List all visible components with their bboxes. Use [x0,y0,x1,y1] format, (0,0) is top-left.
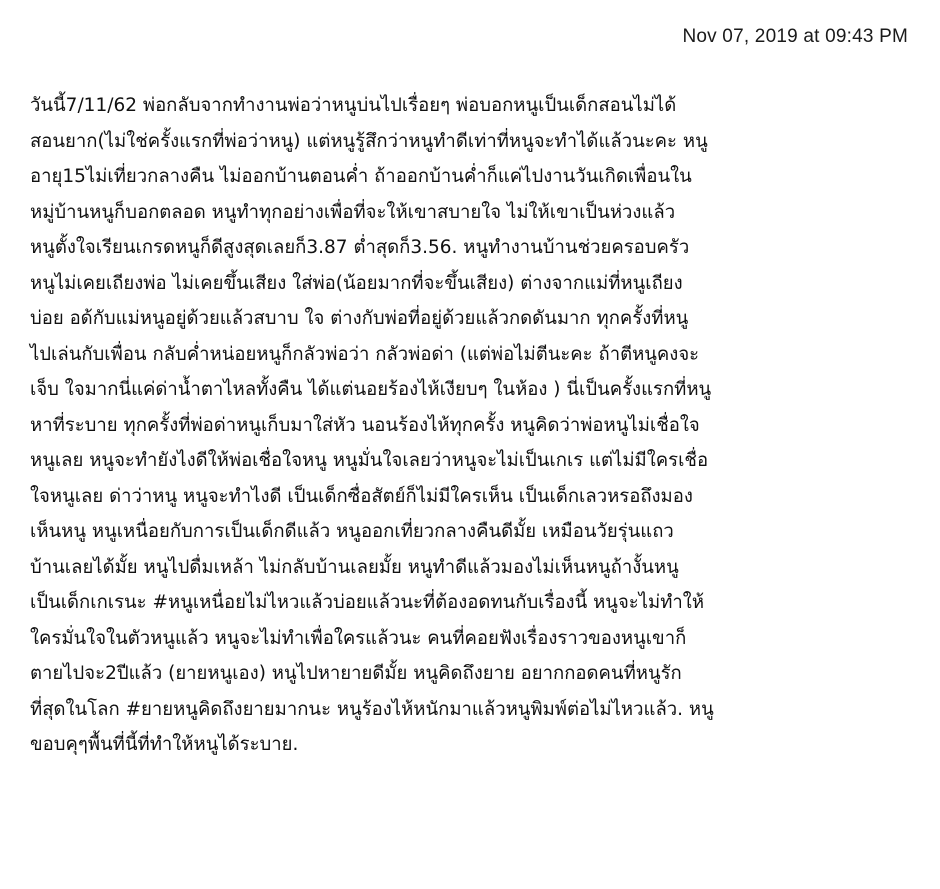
post-body-line: ใครมั่นใจในตัวหนูแล้ว หนูจะไม่ทำเพื่อใครแล้วนะ คนที่คอยฟังเรื่องราวของหนูเขาก็ [30,627,687,649]
post-body-line: หนูเลย หนูจะทำยังไงดีให้พ่อเชื่อใจหนู หนูมั่นใจเลยว่าหนูจะไม่เป็นเกเร แต่ไม่มีใครเชื่อ [30,450,709,471]
post-body-line: ใจหนูเลย ด่าว่าหนู หนูจะทำไงดี เป็นเด็กซื่อสัตย์ก็ไม่มีใครเห็น เป็นเด็กเลวหรอถึงมอง [30,485,693,507]
post-body-line: อายุ15ไม่เที่ยวกลางคืน ไม่ออกบ้านตอนค่ำ ถ้าออกบ้านค่ำก็แค่ไปงานวันเกิดเพื่อนใน [30,166,692,187]
post-body-line: ที่สุดในโลก #ยายหนูคิดถึงยายมากนะ หนูร้องไห้หนักมาแล้วหนูพิมพ์ต่อไม่ไหวแล้ว. หนู [30,698,714,720]
post-body-line: เป็นเด็กเกเรนะ #หนูเหนื่อยไม่ไหวแล้วบ่อยแล้วนะที่ต้องอดทนกับเรื่องนี้ หนูจะไม่ทำให้ [30,592,705,613]
post-body-line: หาที่ระบาย ทุกครั้งที่พ่อด่าหนูเก็บมาใส่หัว นอนร้องไห้ทุกครั้ง หนูคิดว่าพ่อหนูไม่เชื่อใจ [30,414,700,436]
post-timestamp: Nov 07, 2019 at 09:43 PM [682,26,908,47]
post-body-line: สอนยาก(ไม่ใช่ครั้งแรกที่พ่อว่าหนู) แต่หนูรู้สึกว่าหนูทำดีเท่าที่หนูจะทำได้แล้วนะคะ หนู [30,130,708,152]
post-body-line: หมู่บ้านหนูก็บอกตลอด หนูทำทุกอย่างเพื่อที่จะให้เขาสบายใจ ไม่ให้เขาเป็นห่วงแล้ว [30,201,676,223]
post-body-line: วันนี้7/11/62 พ่อกลับจากทำงานพ่อว่าหนูบ่นไปเรื่อยๆ พ่อบอกหนูเป็นเด็กสอนไม่ได้ [30,95,677,116]
post-body-line: ไปเล่นกับเพื่อน กลับค่ำหน่อยหนูก็กลัวพ่อว่า กลัวพ่อด่า (แต่พ่อไม่ตีนะคะ ถ้าตีหนูคงจะ [30,343,700,365]
post-body-line: หนูตั้งใจเรียนเกรดหนูก็ดีสูงสุดเลยก็3.87 ต่ำสุดก็3.56. หนูทำงานบ้านช่วยครอบครัว [30,237,690,258]
post-body-line: หนูไม่เคยเถียงพ่อ ไม่เคยขึ้นเสียง ใส่พ่อ(น้อยมากที่จะขึ้นเสียง) ต่างจากแม่ที่หนูเถียง [30,272,683,294]
post-body-line: บ้านเลยได้มั้ย หนูไปดื่มเหล้า ไม่กลับบ้านเลยมั้ย หนูทำดีแล้วมองไม่เห็นหนูถ้างั้นหนู [30,556,679,578]
post-body-line: ตายไปจะ2ปีแล้ว (ยายหนูเอง) หนูไปหายายดีมั้ย หนูคิดถึงยาย อยากกอดคนที่หนูรัก [30,663,682,684]
post-body [30,88,910,763]
post-body-line: บ่อย อด้กับแม่หนูอยู่ด้วยแล้วสบาบ ใจ ต่างกับพ่อที่อยู่ด้วยแล้วกดดันมาก ทุกครั้งที่หนู [30,308,689,329]
post-body-line: เจ็บ ใจมากนี่แค่ด่าน้ำตาไหลทั้งคืน ได้แต่นอยร้องไห้เงียบๆ ในห้อง ) นี่เป็นครั้งแรกที่หนู [30,379,712,400]
post-body-line: ขอบคุๆพื้นที่นี้ที่ทำให้หนูได้ระบาย. [30,734,299,755]
post-body-line: เห็นหนู หนูเหนื่อยกับการเป็นเด็กดีแล้ว หนูออกเที่ยวกลางคืนดีมั้ย เหมือนวัยรุ่นแถว [30,521,674,542]
